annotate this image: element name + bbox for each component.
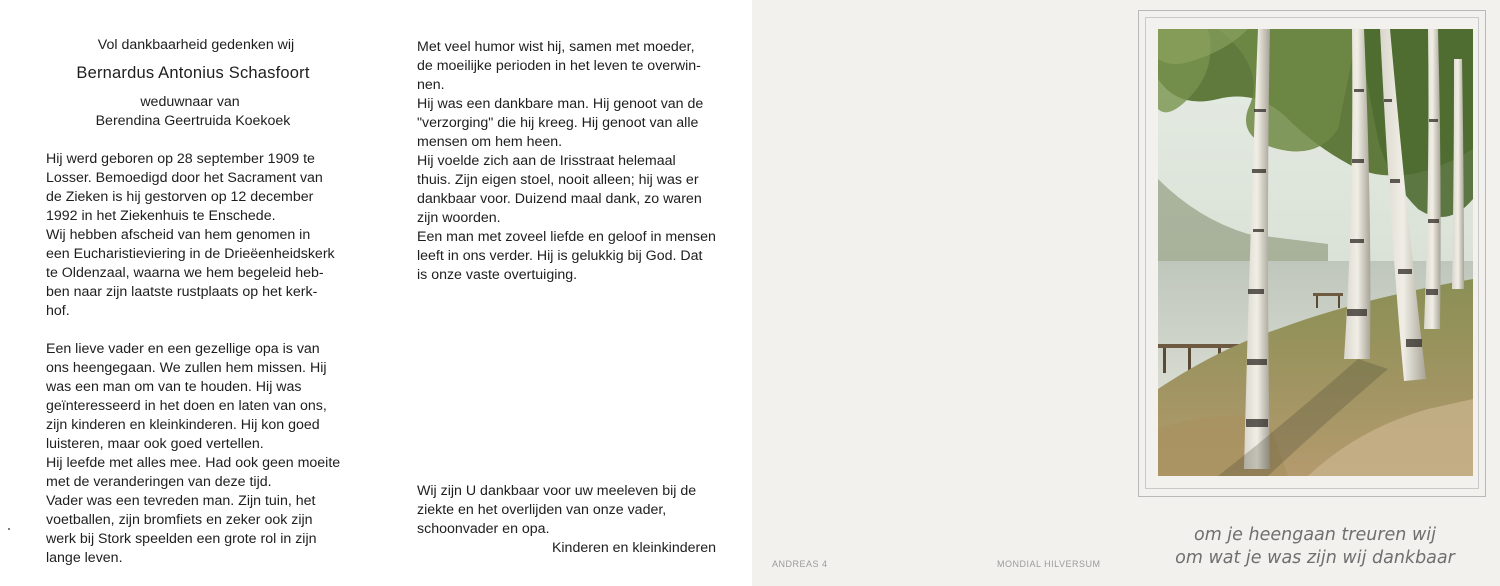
text-line: de Zieken is hij gestorven op 12 december (46, 189, 314, 205)
deceased-name: Bernardus Antonius Schasfoort (76, 64, 310, 82)
biography-paragraph-1 (46, 150, 346, 321)
text-line: Hij was een dankbare man. Hij genoot van de (417, 96, 704, 112)
text-line: Een lieve vader en een gezellige opa is van (46, 341, 320, 357)
text-line: zijn kinderen en kleinkinderen. Hij kon goed (46, 417, 320, 433)
text-line: nen. (417, 77, 445, 93)
text-line: met de veranderingen van deze tijd. (46, 474, 272, 490)
text-line: 1992 in het Ziekenhuis te Enschede. (46, 208, 276, 224)
text-line: lange leven. (46, 550, 123, 566)
text-line: was een man om van te houden. Hij was (46, 379, 302, 395)
text-line: zijn woorden. (417, 210, 501, 226)
text-line: ziekte en het overlijden van onze vader, (417, 502, 667, 518)
text-line: dankbaar voor. Duizend maal dank, zo waren (417, 191, 702, 207)
text-line: "verzorging" die hij kreeg. Hij genoot van alle (417, 115, 699, 131)
text-line: leeft in ons verder. Hij is gelukkig bij God. Dat (417, 248, 703, 264)
text-line: te Oldenzaal, waarna we hem begeleid heb- (46, 265, 324, 281)
text-line: Wij hebben afscheid van hem genomen in (46, 227, 311, 243)
signature: Kinderen en kleinkinderen (551, 540, 716, 556)
thanks-block (417, 482, 722, 558)
print-speck (8, 528, 10, 530)
text-line: Wij zijn U dankbaar voor uw meeleven bij de (417, 483, 697, 499)
verse-line-2: om wat je was zijn wij dankbaar (1175, 548, 1455, 568)
printer-name: MONDIAL HILVERSUM (997, 559, 1101, 569)
text-line: mensen om hem heen. (417, 134, 563, 150)
text-line: hof. (46, 303, 70, 319)
intro-line: Vol dankbaarheid gedenken wij (97, 37, 295, 53)
text-line: ons heengegaan. We zullen hem missen. Hij (46, 360, 327, 376)
memories-column (417, 38, 722, 285)
text-line: werk bij Stork speelden een grote rol in zijn (46, 531, 317, 547)
text-line: voetballen, zijn bromfiets en zeker ook zijn (46, 512, 313, 528)
text-line: Een man met zoveel liefde en geloof in mensen (417, 229, 716, 245)
text-line: thuis. Zijn eigen stoel, nooit alleen; hij was er (417, 172, 699, 188)
text-line: Losser. Bemoedigd door het Sacrament van (46, 170, 323, 186)
paragraph-gap (46, 321, 346, 340)
text-line: Vader was een tevreden man. Zijn tuin, het (46, 493, 316, 509)
birch-lake-photo (1158, 29, 1473, 476)
text-line: is onze vaste overtuiging. (417, 267, 578, 283)
text-line: de moeilijke perioden in het leven te overwin- (417, 58, 701, 74)
text-line: Hij voelde zich aan de Irisstraat helemaal (417, 153, 676, 169)
biography-paragraph-2 (46, 340, 346, 568)
widower-line: weduwnaar van (140, 94, 240, 110)
text-line: Met veel humor wist hij, samen met moeder, (417, 39, 695, 55)
text-line: geïnteresseerd in het doen en laten van ons, (46, 398, 327, 414)
text-line: Hij leefde met alles mee. Had ook geen moeite (46, 455, 341, 471)
verse-line-1: om je heengaan treuren wij (1193, 525, 1436, 545)
text-line: Hij werd geboren op 28 september 1909 te (46, 151, 315, 167)
spouse-name: Berendina Geertruida Koekoek (95, 113, 291, 129)
card-code: ANDREAS 4 (772, 559, 828, 569)
biography-column (46, 150, 346, 568)
text-line: ben naar zijn laatste rustplaats op het kerk- (46, 284, 318, 300)
text-line: schoonvader en opa. (417, 521, 550, 537)
text-line: een Eucharistieviering in de Drieëenheidskerk (46, 246, 335, 262)
text-line: luisteren, maar ook goed vertellen. (46, 436, 264, 452)
